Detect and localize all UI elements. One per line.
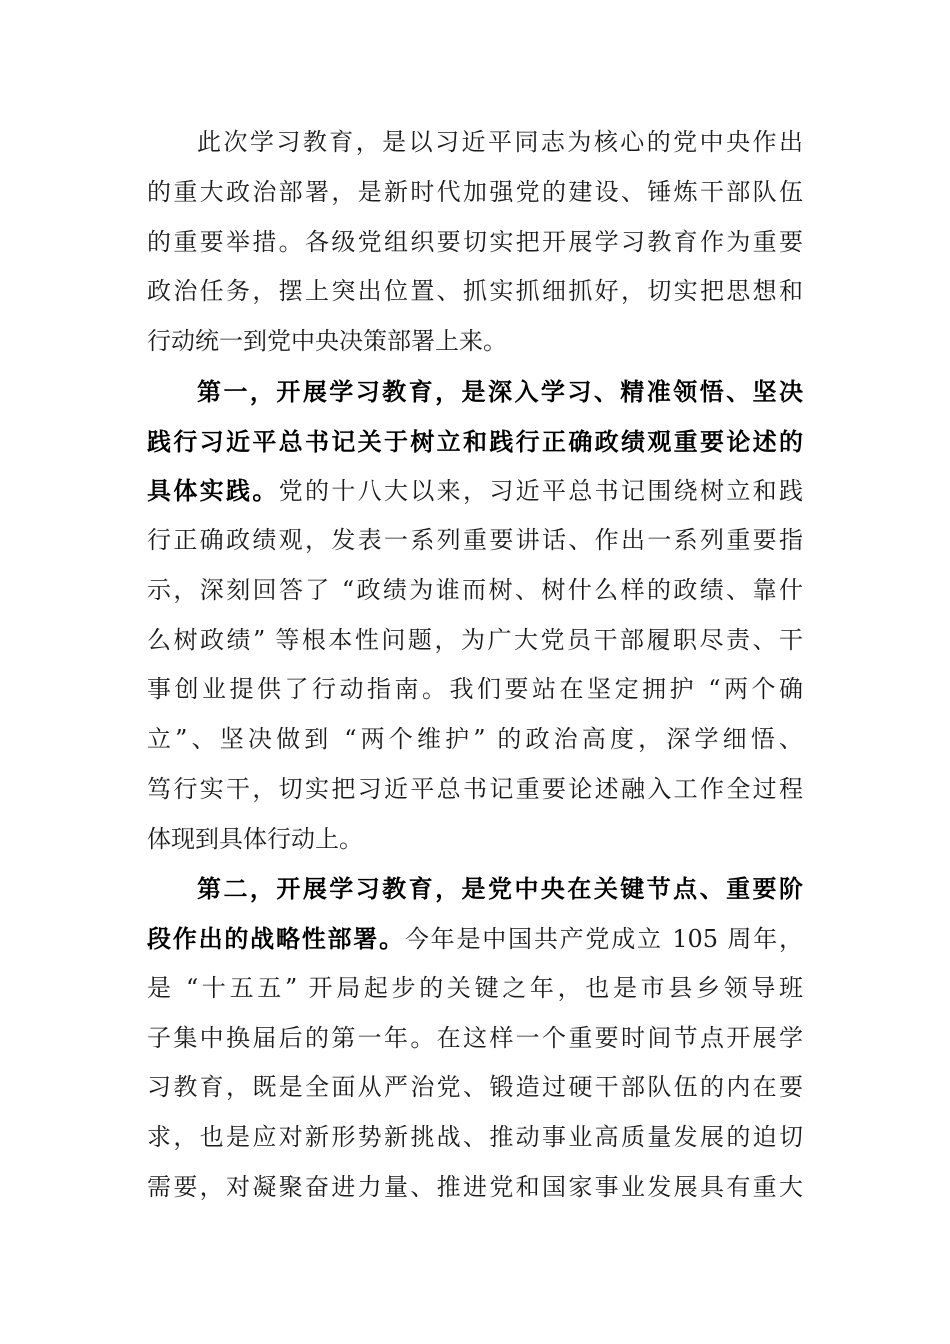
- body-text: 子集中换届后的第一年。在这样一个重要时间节点开展学: [147, 1023, 803, 1052]
- text-line: [147, 616, 803, 666]
- body-text: 需要，对凝聚奋进力量、推进党和国家事业发展具有重大: [147, 1172, 803, 1201]
- text-line: [147, 1113, 803, 1163]
- text-line: [147, 118, 803, 168]
- body-text: 今年是中国共产党成立 105 周年，: [404, 925, 803, 953]
- document-page: [147, 118, 803, 1213]
- text-line: [147, 765, 803, 815]
- text-line: [147, 317, 803, 367]
- body-text: 是 “十五五” 开局起步的关键之年，也是市县乡领导班: [147, 973, 803, 1002]
- bold-lead-text: 具体实践。: [147, 476, 279, 506]
- text-line: [147, 218, 803, 268]
- paragraph: [147, 864, 803, 1212]
- text-line: [147, 267, 803, 317]
- text-line: [147, 1163, 803, 1213]
- text-line: [147, 1014, 803, 1064]
- body-text: 行正确政绩观，发表一系列重要讲话、作出一系列重要指: [147, 526, 803, 554]
- bold-lead-text: 段作出的战略性部署。: [147, 924, 405, 953]
- body-text: 此次学习教育，是以习近平同志为核心的党中央作出: [197, 128, 803, 156]
- text-line: [147, 665, 803, 715]
- text-line: [147, 417, 803, 467]
- body-text: 行动统一到党中央决策部署上来。: [147, 327, 507, 355]
- text-line: [147, 367, 803, 417]
- bold-lead-text: 第二，开展学习教育，是党中央在关键节点、重要阶: [197, 874, 803, 904]
- body-text: 笃行实干，切实把习近平总书记重要论述融入工作全过程: [147, 774, 803, 803]
- paragraph: [147, 118, 803, 367]
- bold-lead-text: 践行习近平总书记关于树立和践行正确政绩观重要论述的: [147, 426, 803, 456]
- text-line: [147, 715, 803, 765]
- text-line: [147, 168, 803, 218]
- text-line: [147, 964, 803, 1014]
- paragraph: [147, 367, 803, 865]
- text-line: [147, 815, 803, 865]
- text-line: [147, 1063, 803, 1113]
- body-text: 党的十八大以来，习近平总书记围绕树立和践: [278, 477, 804, 506]
- body-text: 政治任务，摆上突出位置、抓实抓细抓好，切实把思想和: [147, 277, 803, 306]
- text-line: [147, 516, 803, 566]
- body-text: 立”、坚决做到 “两个维护” 的政治高度，深学细悟、: [147, 725, 803, 753]
- body-text: 么树政绩” 等根本性问题，为广大党员干部履职尽责、干: [147, 625, 803, 654]
- body-text: 示，深刻回答了 “政绩为谁而树、树什么样的政绩、靠什: [147, 575, 803, 604]
- body-text: 的重要举措。各级党组织要切实把开展学习教育作为重要: [147, 227, 803, 256]
- text-line: [147, 864, 803, 914]
- text-line: [147, 566, 803, 616]
- body-text: 体现到具体行动上。: [147, 824, 363, 853]
- text-line: [147, 466, 803, 516]
- body-text: 求，也是应对新形势新挑战、推动事业高质量发展的迫切: [147, 1123, 803, 1151]
- body-text: 习教育，既是全面从严治党、锻造过硬干部队伍的内在要: [147, 1073, 803, 1102]
- text-line: [147, 914, 803, 964]
- body-text: 的重大政治部署，是新时代加强党的建设、锤炼干部队伍: [147, 177, 803, 206]
- body-text: 事创业提供了行动指南。我们要站在坚定拥护 “两个确: [147, 675, 803, 704]
- bold-lead-text: 第一，开展学习教育，是深入学习、精准领悟、坚决: [197, 376, 803, 406]
